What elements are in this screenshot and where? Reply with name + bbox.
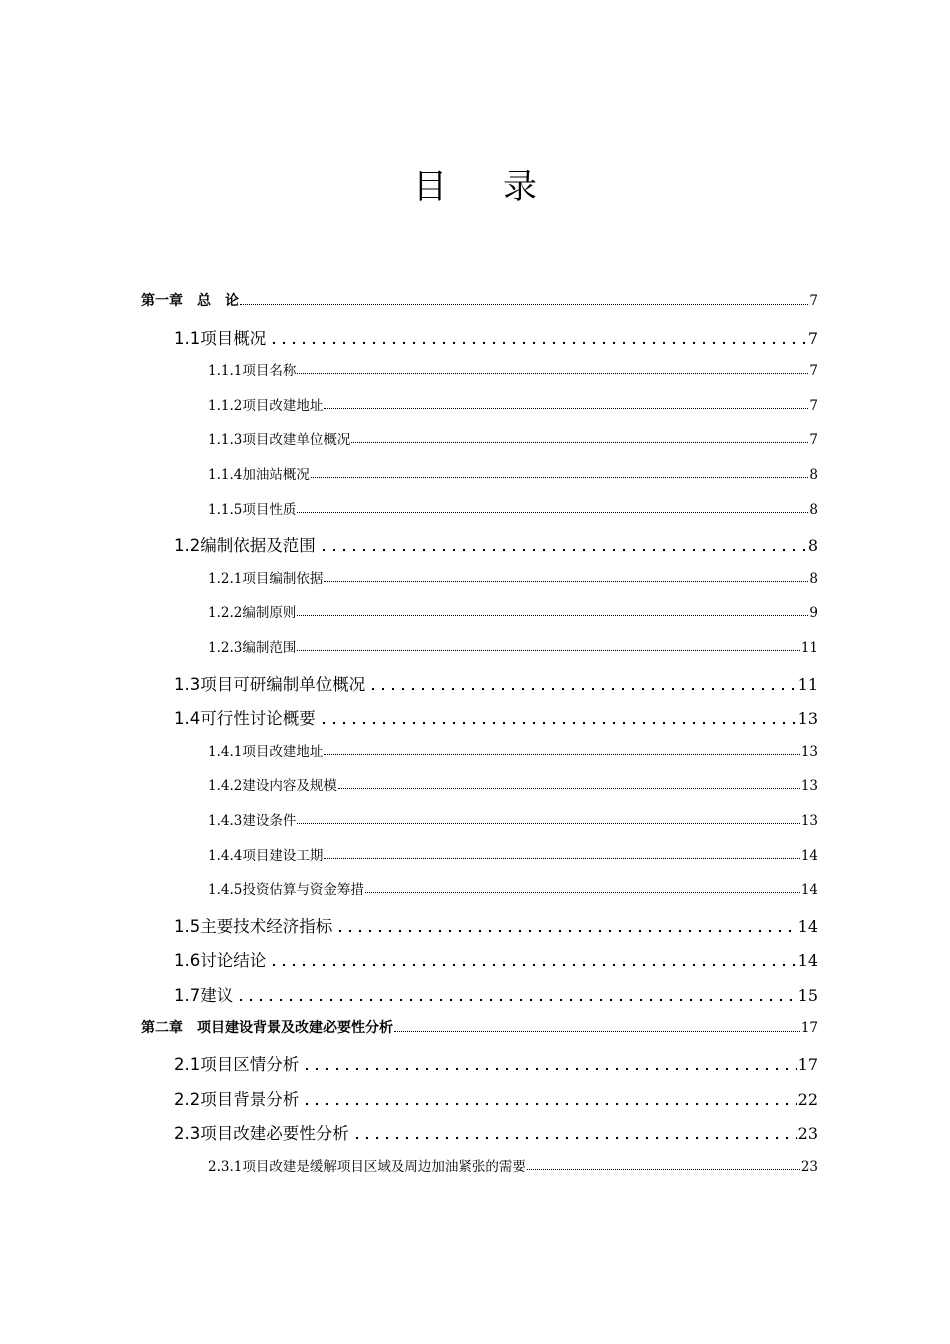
toc-dot-leader [366,687,796,691]
page-title: 目录 [413,167,593,207]
toc-page-number: 8 [809,501,818,518]
toc-entry[interactable] [208,359,818,379]
toc-dot-leader [297,512,808,513]
toc-entry-title: 1.4.2建设内容及规模 [208,778,337,795]
toc-entry-title: 1.3项目可研编制单位概况 [174,674,366,694]
toc-page-number: 9 [809,605,818,622]
toc-entry-title: 2.1项目区情分析 [174,1055,300,1075]
toc-entry[interactable] [174,325,818,349]
toc-page-number: 14 [797,951,818,971]
toc-entry[interactable] [208,601,818,621]
toc-entry-title: 2.3.1项目改建是缓解项目区域及周边加油紧张的需要 [208,1159,526,1175]
toc-entry[interactable] [174,1120,818,1144]
toc-dot-leader [267,963,796,967]
toc-entry-title: 2.2项目背景分析 [174,1089,300,1109]
toc-entry[interactable] [208,740,818,760]
toc-page-number: 23 [800,1159,818,1175]
toc-entry[interactable] [208,498,818,518]
toc-page-number: 14 [800,882,818,899]
toc-dot-leader [240,304,808,305]
toc-entry[interactable] [174,982,818,1006]
toc-dot-leader [300,1102,796,1106]
toc-page-number: 23 [797,1124,818,1144]
toc-entry[interactable] [174,1086,818,1110]
toc-page-number: 13 [800,778,818,795]
toc-page-number: 7 [809,293,818,309]
toc-page-number: 7 [809,432,818,449]
toc-dot-leader [297,615,808,616]
toc-page-number: 7 [809,397,818,414]
toc-dot-leader [351,442,808,443]
toc-dot-leader [311,477,809,478]
toc-dot-leader [394,1031,800,1032]
toc-entry[interactable] [208,844,818,864]
toc-entry-title: 1.1.3项目改建单位概况 [208,432,351,449]
toc-dot-leader [365,892,800,893]
toc-entry-title: 1.4.1项目改建地址 [208,743,324,760]
toc-page-number: 11 [797,674,818,694]
toc-entry[interactable] [208,878,818,898]
toc-entry-title: 2.3项目改建必要性分析 [174,1124,349,1144]
toc-page-number: 7 [809,363,818,380]
toc-page-number: 8 [809,570,818,587]
toc-entry[interactable] [208,567,818,587]
toc-entry-title: 1.7建议 [174,986,234,1005]
toc-entry-title: 1.4可行性讨论概要 [174,709,316,729]
toc-entry-title: 1.4.3建设条件 [208,813,297,829]
toc-page-number: 14 [797,916,818,936]
toc-entry-title: 第一章 总 论 [141,293,239,309]
toc-entry-title: 1.1.2项目改建地址 [208,397,324,414]
toc-entry[interactable] [208,809,818,829]
toc-entry[interactable] [141,290,818,310]
toc-page-number: 11 [800,640,818,656]
toc-dot-leader [338,788,800,789]
toc-page-number: 8 [807,536,818,556]
toc-entry[interactable] [174,705,818,729]
toc-page-number: 17 [800,1019,818,1036]
toc-entry[interactable] [208,394,818,414]
toc-page-number: 15 [797,986,818,1005]
toc-page-number: 14 [800,847,818,864]
toc-entry-title: 1.1项目概况 [174,328,267,348]
toc-dot-leader [297,650,799,651]
toc-entry-title: 1.2编制依据及范围 [174,536,316,556]
toc-page-number: 13 [800,813,818,829]
toc-dot-leader [317,721,797,725]
toc-entry-title: 1.2.1项目编制依据 [208,570,324,587]
toc-entry-title: 1.4.5投资估算与资金筹措 [208,882,364,899]
toc-dot-leader [317,548,807,552]
toc-dot-leader [297,373,808,374]
toc-dot-leader [300,1067,796,1071]
toc-entry-title: 1.5主要技术经济指标 [174,916,333,936]
toc-entry-title: 1.2.3编制范围 [208,640,297,656]
toc-page-number: 13 [797,709,818,729]
toc-page-number: 22 [797,1089,818,1109]
toc-entry[interactable] [208,463,818,483]
toc-dot-leader [527,1169,800,1170]
toc-dot-leader [267,341,807,345]
toc-entry[interactable] [174,1051,818,1075]
toc-entry[interactable] [174,532,818,556]
toc-entry-title: 1.6讨论结论 [174,951,267,971]
toc-dot-leader [324,408,808,409]
toc-dot-leader [324,581,808,582]
toc-entry[interactable] [208,1155,818,1175]
toc-page-number: 8 [809,467,818,483]
toc-page-number: 13 [800,743,818,760]
toc-dot-leader [324,754,799,755]
toc-entry-title: 1.2.2编制原则 [208,605,297,622]
toc-dot-leader [297,823,799,824]
toc-entry[interactable] [208,774,818,794]
toc-entry[interactable] [208,636,818,656]
toc-entry[interactable] [141,1017,818,1037]
toc-page-number: 17 [797,1055,818,1075]
toc-entry-title: 1.1.1项目名称 [208,363,297,380]
toc-dot-leader [333,929,796,933]
toc-entry-title: 1.1.5项目性质 [208,501,297,518]
toc-entry-title: 第二章 项目建设背景及改建必要性分析 [141,1019,393,1036]
toc-entry[interactable] [174,947,818,971]
toc-entry[interactable] [174,671,818,695]
toc-entry[interactable] [208,428,818,448]
toc-entry[interactable] [174,913,818,937]
toc-dot-leader [350,1136,797,1140]
toc-entry-title: 1.1.4加油站概况 [208,467,310,483]
toc-dot-leader [324,858,799,859]
toc-dot-leader [234,998,796,1002]
toc-page-number: 7 [807,328,818,348]
toc-entry-title: 1.4.4项目建设工期 [208,847,324,864]
